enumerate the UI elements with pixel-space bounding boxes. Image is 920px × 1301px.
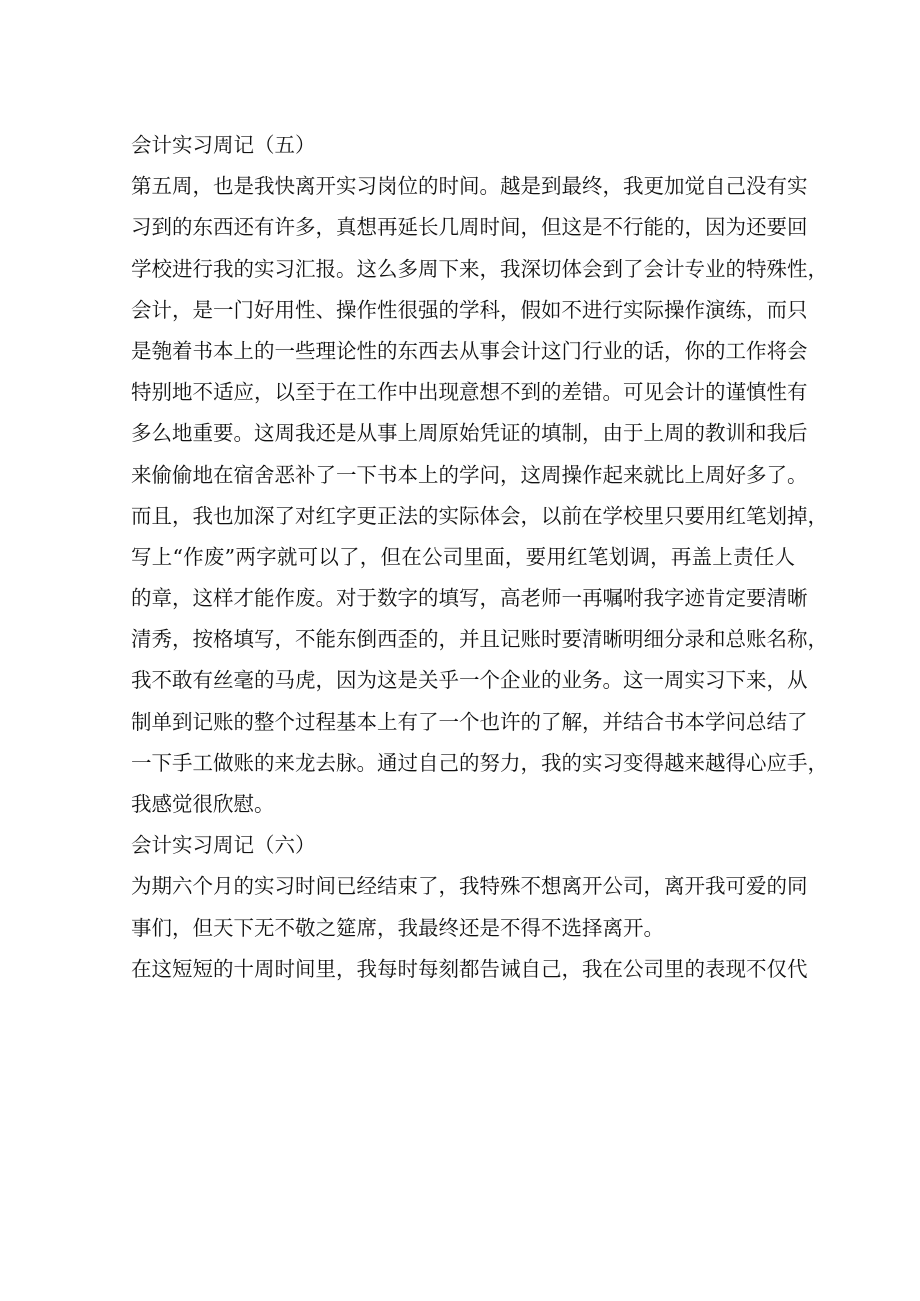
text-line: 特别地不适应，以至于在工作中出现意想不到的差错。可见会计的谨慎性有 [131,380,808,405]
text-line: 第五周，也是我快离开实习岗位的时间。越是到最终，我更加觉自己没有实 [131,174,808,199]
text-line: 为期六个月的实习时间已经结束了，我特殊不想离开公司，离开我可爱的同 [131,874,808,899]
text-line: 我感觉很欣慰。 [131,792,275,816]
text-line: 学校进行我的实习汇报。这么多周下来，我深切体会到了会计专业的特殊性， [131,256,828,281]
text-line: 一下手工做账的来龙去脉。通过自己的努力，我的实习变得越来越得心应手， [131,750,828,775]
text-line: 事们，但天下无不敬之筵席，我最终还是不得不选择离开。 [131,915,664,940]
text-line: 是匏着书本上的一些理论性的东西去从事会计这门行业的话，你的工作将会 [131,338,808,363]
text-line: 的章，这样才能作废。对于数字的填写，高老师一再嘱咐我字迹肯定要清晰 [131,586,808,611]
text-line: 多么地重要。这周我还是从事上周原始凭证的填制，由于上周的教训和我后 [131,421,808,446]
text-line: 清秀，按格填写，不能东倒西歪的，并且记账时要清晰明细分录和总账名称， [131,627,828,652]
text-line: 习到的东西还有许多，真想再延长几周时间，但这是不行能的，因为还要回 [131,215,808,240]
text-line: 在这短短的十周时间里，我每时每刻都告诫自己，我在公司里的表现不仅代 [131,956,808,981]
text-line: 而且，我也加深了对红字更正法的实际体会，以前在学校里只要用红笔划掉， [131,503,828,528]
section-heading-week-5: 会计实习周记（五） [131,133,316,157]
text-line: 我不敢有丝毫的马虎，因为这是关乎一个企业的业务。这一周实习下来，从 [131,668,808,693]
text-line: 来偷偷地在宿舍恶补了一下书本上的学问，这周操作起来就比上周好多了。 [131,462,808,487]
text-line: 会计，是一门好用性、操作性很强的学科，假如不进行实际操作演练，而只 [131,297,808,322]
section-heading-week-6: 会计实习周记（六） [131,833,316,858]
text-line: 写上“作废”两字就可以了，但在公司里面，要用红笔划调，再盖上责任人 [131,544,795,569]
text-line: 制单到记账的整个过程基本上有了一个也许的了解，并结合书本学问总结了 [131,709,808,734]
document-page [131,132,828,983]
